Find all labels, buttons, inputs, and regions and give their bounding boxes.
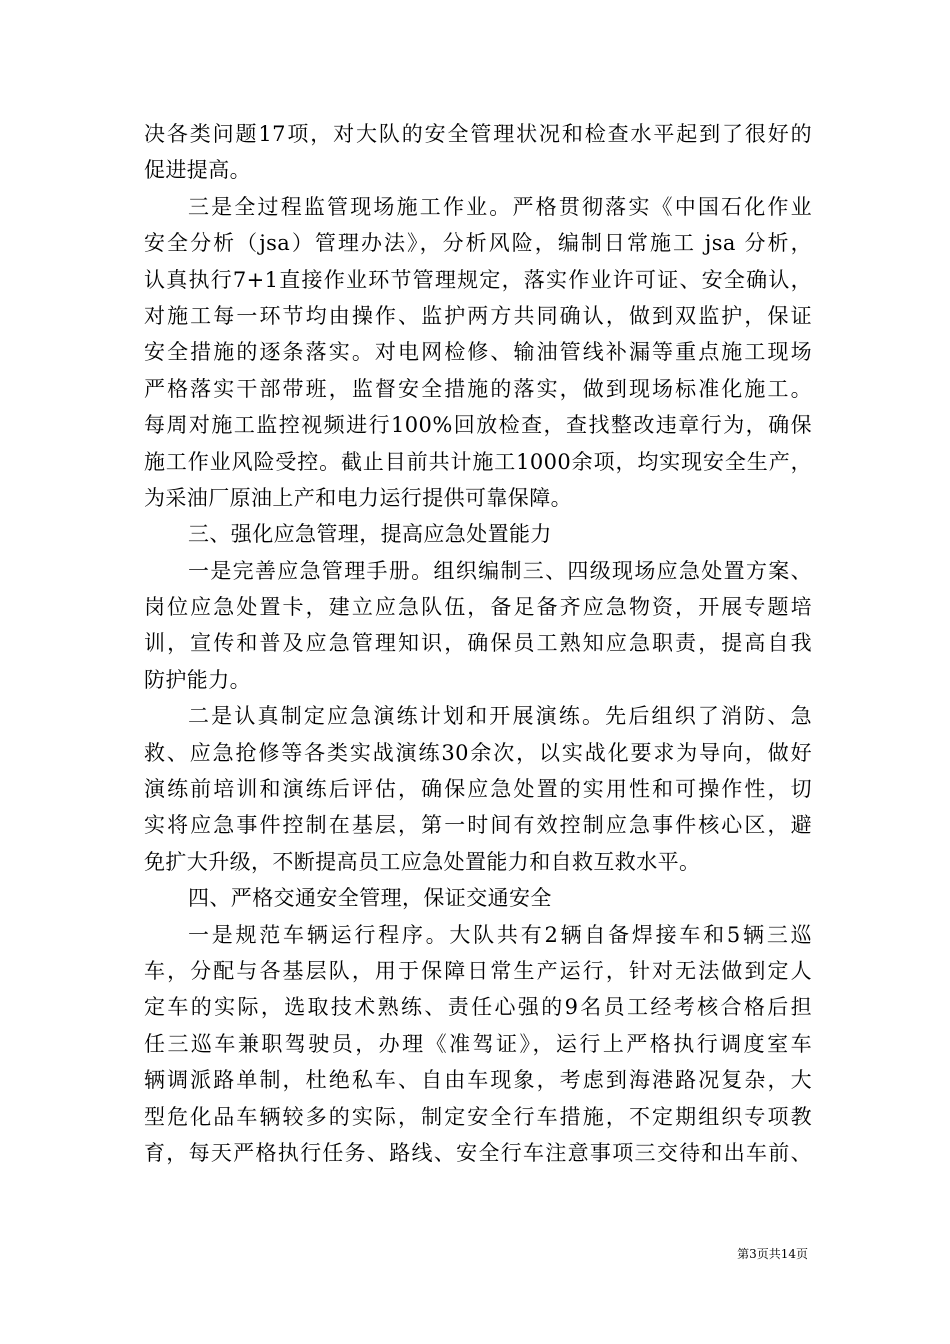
- text-line: 二是认真制定应急演练计划和开展演练。先后组织了消防、急: [188, 704, 812, 729]
- text-line: 辆调派路单制，杜绝私车、自由车现象，考虑到海港路况复杂，大: [144, 1068, 812, 1093]
- text-line: 定车的实际，选取技术熟练、责任心强的9名员工经考核合格后担: [144, 995, 812, 1020]
- text-line: 安全措施的逐条落实。对电网检修、输油管线补漏等重点施工现场: [144, 340, 812, 365]
- text-line: 演练前培训和演练后评估，确保应急处置的实用性和可操作性，切: [144, 777, 812, 802]
- text-line: 为采油厂原油上产和电力运行提供可靠保障。: [144, 485, 572, 510]
- section-heading: 三、强化应急管理，提高应急处置能力: [188, 522, 552, 547]
- text-line: 训，宣传和普及应急管理知识，确保员工熟知应急职责，提高自我: [144, 631, 812, 656]
- text-line: 岗位应急处置卡，建立应急队伍，备足备齐应急物资，开展专题培: [144, 595, 812, 620]
- text-line: 施工作业风险受控。截止目前共计施工1000余项，均实现安全生产，: [144, 449, 812, 474]
- text-line: 三是全过程监管现场施工作业。严格贯彻落实《中国石化作业: [188, 194, 812, 219]
- text-line: 促进提高。: [144, 158, 251, 183]
- text-line: 免扩大升级，不断提高员工应急处置能力和自救互救水平。: [144, 849, 701, 874]
- text-line: 育，每天严格执行任务、路线、安全行车注意事项三交待和出车前、: [144, 1140, 812, 1165]
- text-line: 决各类问题17项，对大队的安全管理状况和检查水平起到了很好的: [144, 122, 812, 146]
- page-number: 第3页共14页: [737, 1247, 808, 1261]
- text-line: 安全分析（jsa）管理办法》，分析风险，编制日常施工 jsa 分析，: [144, 231, 812, 256]
- text-line: 认真执行7+1直接作业环节管理规定，落实作业许可证、安全确认，: [144, 267, 812, 292]
- document-body: [144, 116, 812, 1171]
- text-line: 任三巡车兼职驾驶员，办理《准驾证》，运行上严格执行调度室车: [144, 1031, 812, 1056]
- text-line: 型危化品车辆较多的实际，制定安全行车措施，不定期组织专项教: [144, 1104, 812, 1129]
- text-line: 防护能力。: [144, 667, 251, 692]
- text-line: 对施工每一环节均由操作、监护两方共同确认，做到双监护，保证: [144, 303, 812, 328]
- text-line: 救、应急抢修等各类实战演练30余次，以实战化要求为导向，做好: [144, 740, 812, 765]
- section-heading: 四、严格交通安全管理，保证交通安全: [188, 886, 552, 911]
- text-line: 一是规范车辆运行程序。大队共有2辆自备焊接车和5辆三巡: [188, 922, 812, 947]
- text-line: 严格落实干部带班，监督安全措施的落实，做到现场标准化施工。: [144, 376, 812, 401]
- text-line: 车，分配与各基层队，用于保障日常生产运行，针对无法做到定人: [144, 958, 812, 983]
- text-line: 一是完善应急管理手册。组织编制三、四级现场应急处置方案、: [188, 558, 812, 583]
- text-line: 每周对施工监控视频进行100%回放检查，查找整改违章行为，确保: [144, 413, 812, 438]
- text-line: 实将应急事件控制在基层，第一时间有效控制应急事件核心区，避: [144, 813, 812, 838]
